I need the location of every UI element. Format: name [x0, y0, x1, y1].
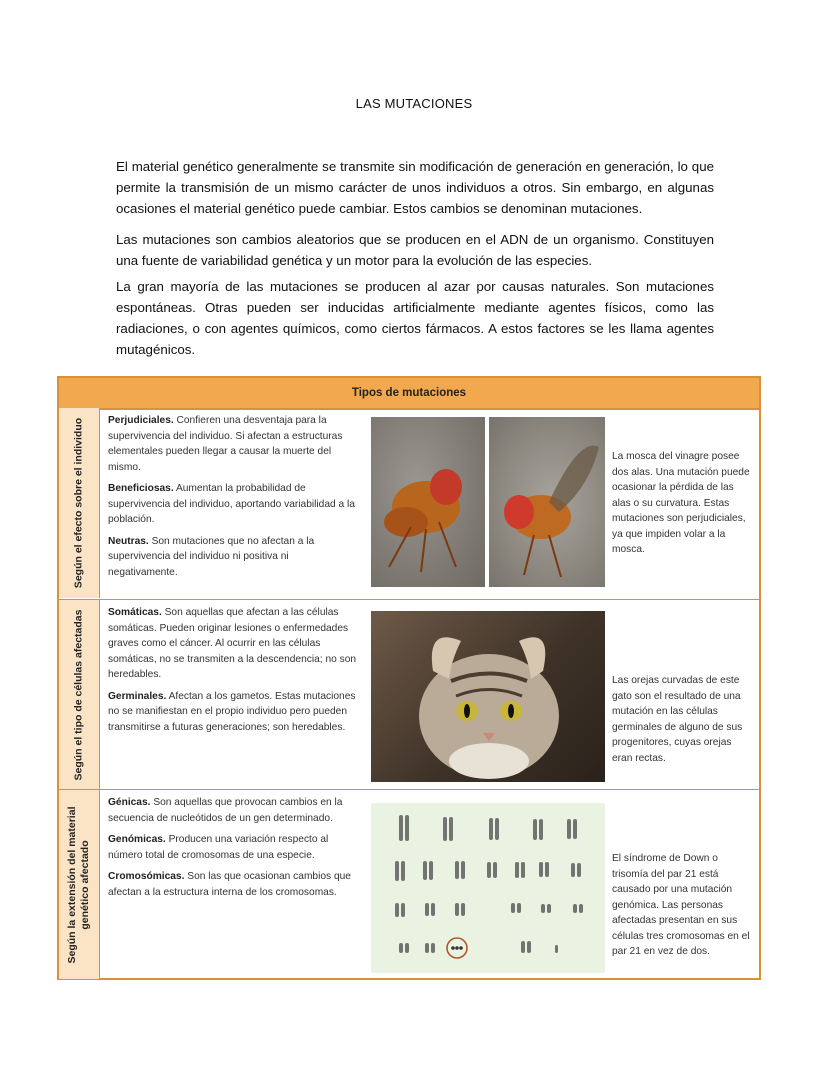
karyotype-image [371, 803, 605, 973]
table-row-effect [59, 408, 759, 598]
item-beneficiosas: Beneficiosas. Aumentan la probabilidad de supervivencia del individuo, aportando variabilidad a la población. [108, 483, 355, 525]
mutation-types-table [57, 376, 761, 980]
table-row-extension [59, 789, 759, 979]
table-header: Tipos de mutaciones [59, 378, 759, 410]
item-cromosomicas: Cromosómicas. Son las que ocasionan cambios que afectan a la estructura interna de los cromosomas. [108, 871, 351, 898]
item-genicas: Génicas. Son aquellas que provocan cambios en la secuencia de nucleótidos de un gen determinado. [108, 797, 343, 824]
row-description [108, 605, 358, 741]
item-germinales: Germinales. Afectan a los gametos. Estas mutaciones no se manifiestan en el propio individuo pero pueden transmitirse a futuras generaciones; son heredables. [108, 690, 356, 733]
cat-photo [371, 611, 605, 782]
intro-paragraph-3: La gran mayoría de las mutaciones se producen al azar por causas naturales. Son mutaciones espontáneas. Otras pueden ser inducidas artificialmente mediante agentes físicos, como las radiaciones, o con agentes químicos, como ciertos fármacos. A estos factores se les llama agentes mutagénicos. [116, 279, 714, 357]
fly-photo-curved-wings [489, 417, 605, 587]
row-side-label [59, 790, 100, 979]
item-neutras: Neutras. Son mutaciones que no afectan a la supervivencia del individuo ni positiva ni negativamente. [108, 535, 315, 578]
row-note: Las orejas curvadas de este gato son el resultado de una mutación en las células germinales de alguno de sus progenitores, cuyas orejas eran rectas. [612, 675, 743, 764]
row-note: El síndrome de Down o trisomía del par 21 está causado por una mutación genómica. Las personas afectadas presentan en sus células tres cromosomas en el par 21 en vez de dos. [612, 853, 750, 957]
row-description [108, 413, 358, 586]
item-somaticas: Somáticas. Son aquellas que afectan a las células somáticas. Pueden originar lesiones o enfermedades graves como el cáncer. Al ocurrir en las células somáticas, no se transmiten a la descendencia; no son heredables. [108, 607, 357, 680]
row-side-label [59, 408, 100, 598]
item-perjudiciales: Perjudiciales. Confieren una desventaja para la supervivencia del individuo. Si afectan a estructuras elementales pueden llegar a causar la muerte del mismo. [108, 415, 343, 473]
intro-paragraph-2: Las mutaciones son cambios aleatorios que se producen en el ADN de un organismo. Constituyen una fuente de variabilidad genética y un motor para la evolución de las especies. [116, 232, 714, 268]
table-row-cell-type [59, 599, 759, 789]
side-label-text: Según el efecto sobre el individuo [72, 417, 85, 589]
row-side-label [59, 600, 100, 789]
page-title: LAS MUTACIONES [355, 96, 473, 111]
row-note: La mosca del vinagre posee dos alas. Una mutación puede ocasionar la pérdida de las alas o su curvatura. Estas mutaciones son perjudiciales, ya que impiden volar a la mosca. [612, 451, 750, 555]
fly-photo-wingless [371, 417, 485, 587]
side-label-text: Según la extensión del material genético afectado [66, 806, 91, 963]
item-genomicas: Genómicas. Producen una variación respecto al número total de cromosomas de una especie. [108, 834, 329, 861]
intro-paragraph-1: El material genético generalmente se transmite sin modificación de generación en generación, lo que permite la transmisión de un mismo carácter de unos individuos a otros. Sin embargo, en algunas ocasiones el material genético puede cambiar. Estos cambios se denominan mutaciones. [116, 159, 714, 216]
row-description [108, 795, 358, 906]
side-label-text: Según el tipo de células afectadas [72, 609, 85, 780]
